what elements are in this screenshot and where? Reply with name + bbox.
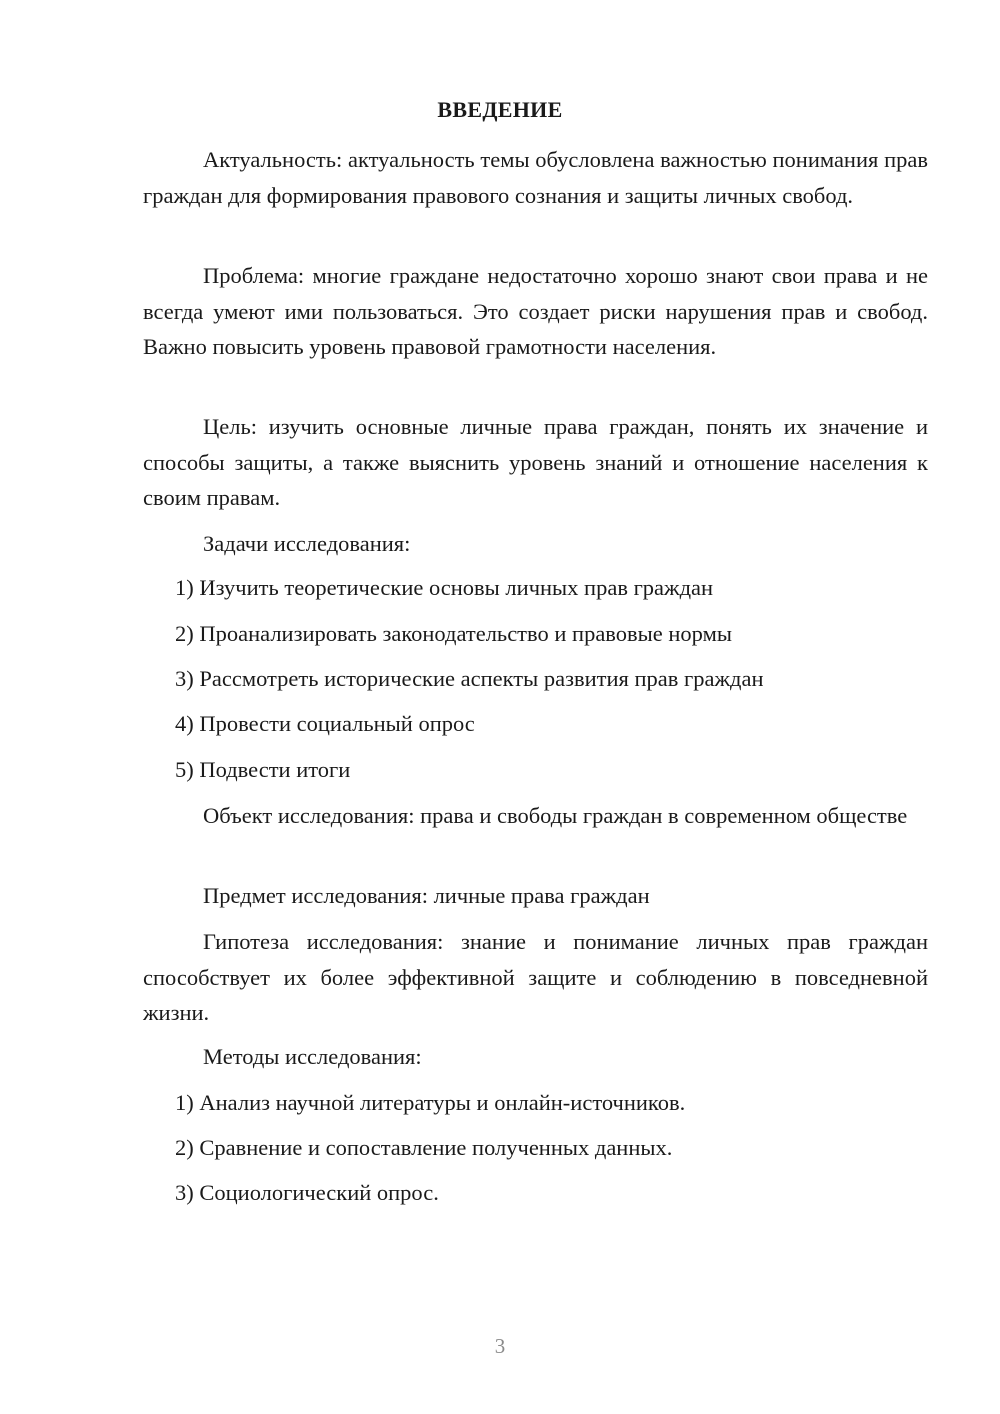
paragraph-hypothesis: Гипотеза исследования: знание и понимание личных прав граждан способствует их более эффективной защите и соблюдению в повседневной жизни. [143,929,928,1025]
task-item: 5) Подвести итоги [175,757,351,782]
page-number: 3 [494,1334,506,1358]
methods-heading: Методы исследования: [203,1044,422,1069]
method-item: 1) Анализ научной литературы и онлайн-источников. [175,1090,686,1115]
paragraph-relevance: Актуальность: актуальность темы обусловлена важностью понимания прав граждан для формирования правового сознания и защиты личных свобод. [143,147,928,208]
section-title: ВВЕДЕНИЕ [437,97,563,122]
method-item: 3) Социологический опрос. [175,1180,439,1205]
task-item: 3) Рассмотреть исторические аспекты развития прав граждан [175,666,764,691]
method-item: 2) Сравнение и сопоставление полученных данных. [175,1135,673,1160]
paragraph-problem: Проблема: многие граждане недостаточно хорошо знают свои права и не всегда умеют ими пользоваться. Это создает риски нарушения прав и свобод. Важно повысить уровень правовой грамотности населения. [143,263,928,359]
paragraph-goal: Цель: изучить основные личные права граждан, понять их значение и способы защиты, а также выяснить уровень знаний и отношение населения к своим правам. [143,414,928,510]
task-item: 2) Проанализировать законодательство и правовые нормы [175,621,732,646]
paragraph-object: Объект исследования: права и свободы граждан в современном обществе [203,803,908,828]
task-item: 1) Изучить теоретические основы личных прав граждан [175,575,714,600]
tasks-heading: Задачи исследования: [203,531,411,556]
paragraph-subject: Предмет исследования: личные права граждан [203,883,650,908]
task-item: 4) Провести социальный опрос [175,711,475,736]
